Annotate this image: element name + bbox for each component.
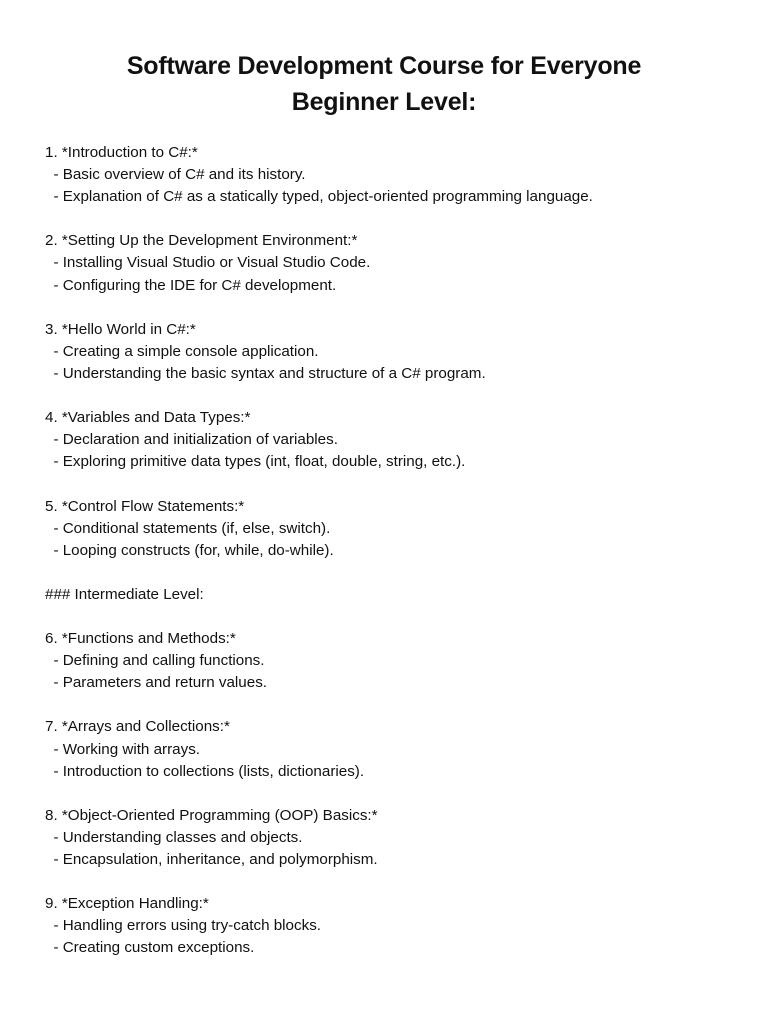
item-bullet: - Declaration and initialization of variables. xyxy=(45,431,338,449)
item-heading: 1. *Introduction to C#:* xyxy=(45,144,198,161)
item-heading: 8. *Object-Oriented Programming (OOP) Basics:* xyxy=(45,806,378,824)
spacer xyxy=(45,562,745,584)
item-heading: 3. *Hello World in C#:* xyxy=(45,320,196,338)
item-bullet: - Parameters and return values. xyxy=(45,674,268,692)
spacer xyxy=(45,871,745,893)
item-heading: 9. *Exception Handling:* xyxy=(45,895,209,913)
document-title: Software Development Course for Everyone xyxy=(126,52,642,80)
item-bullet: - Understanding classes and objects. xyxy=(45,828,303,846)
item-heading: 4. *Variables and Data Types:* xyxy=(45,409,251,427)
item-bullet: - Configuring the IDE for C# development. xyxy=(45,276,337,294)
item-bullet: - Exploring primitive data types (int, float, double, string, etc.). xyxy=(45,453,466,471)
item-bullet: - Creating custom exceptions. xyxy=(45,939,255,957)
item-bullet: - Working with arrays. xyxy=(45,740,201,758)
spacer xyxy=(45,208,745,230)
item-heading: 2. *Setting Up the Development Environment:* xyxy=(45,232,358,250)
spacer xyxy=(45,783,745,805)
item-heading: 5. *Control Flow Statements:* xyxy=(45,497,245,515)
spacer xyxy=(45,606,745,628)
item-bullet: - Introduction to collections (lists, dictionaries). xyxy=(45,762,365,780)
item-bullet: - Basic overview of C# and its history. xyxy=(45,166,306,184)
item-heading: 7. *Arrays and Collections:* xyxy=(45,718,230,736)
item-bullet: - Conditional statements (if, else, switch). xyxy=(45,519,331,537)
item-bullet: - Defining and calling functions. xyxy=(45,652,265,670)
spacer xyxy=(45,297,745,319)
item-bullet: - Looping constructs (for, while, do-while). xyxy=(45,541,334,559)
item-bullet: - Installing Visual Studio or Visual Studio Code. xyxy=(45,254,371,272)
document-subtitle: Beginner Level: xyxy=(291,88,477,116)
item-bullet: - Explanation of C# as a statically typed, object-oriented programming language. xyxy=(45,188,593,206)
item-bullet: - Understanding the basic syntax and structure of a C# program. xyxy=(45,364,486,382)
item-bullet: - Encapsulation, inheritance, and polymorphism. xyxy=(45,851,378,868)
item-bullet: - Creating a simple console application. xyxy=(45,342,319,360)
document-body xyxy=(45,142,745,959)
spacer xyxy=(45,385,745,407)
item-heading: 6. *Functions and Methods:* xyxy=(45,630,236,648)
spacer xyxy=(45,694,745,716)
item-bullet: - Handling errors using try-catch blocks. xyxy=(45,917,322,935)
section-heading: ### Intermediate Level: xyxy=(45,585,204,603)
spacer xyxy=(45,473,745,495)
